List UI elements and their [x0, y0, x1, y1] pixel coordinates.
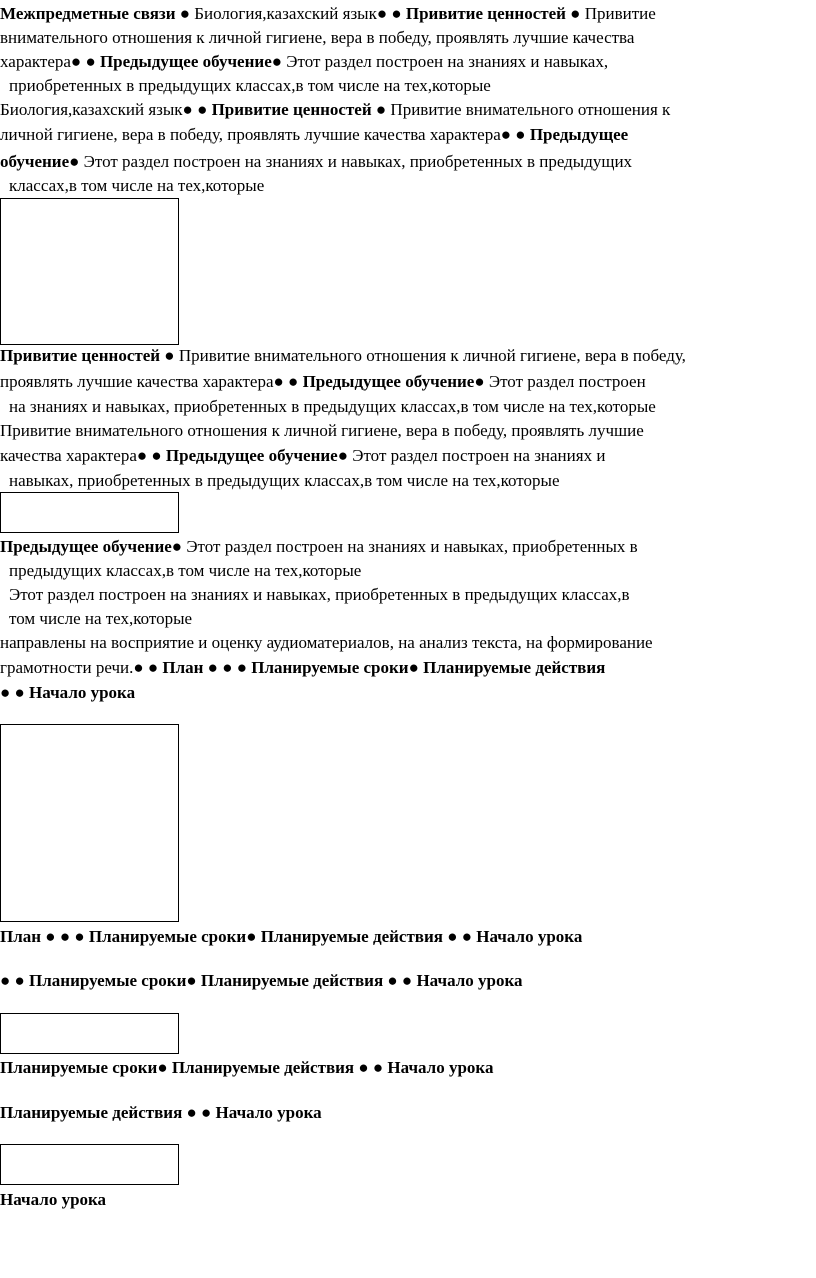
text-line: навыках, приобретенных в предыдущих классах,в том числе на тех,которые [9, 471, 560, 490]
text-line: Биология,казахский язык● ● Привитие ценностей ● Привитие внимательного отношения к [0, 100, 671, 119]
text-line: ● ● Планируемые сроки● Планируемые действия ● ● Начало урока [0, 971, 523, 990]
image-placeholder [0, 198, 179, 345]
text-line: обучение● Этот раздел построен на знаниях и навыках, приобретенных в предыдущих [0, 152, 633, 171]
text-line: проявлять лучшие качества характера● ● Предыдущее обучение● Этот раздел построен [0, 372, 646, 391]
text-line: Планируемые действия ● ● Начало урока [0, 1103, 322, 1122]
text-line: личной гигиене, вера в победу, проявлять лучшие качества характера● ● Предыдущее [0, 125, 629, 144]
text-line: характера● ● Предыдущее обучение● Этот раздел построен на знаниях и навыках, [0, 52, 609, 71]
text-line: План ● ● ● Планируемые сроки● Планируемые действия ● ● Начало урока [0, 927, 583, 946]
text-line: на знаниях и навыках, приобретенных в предыдущих классах,в том числе на тех,которые [9, 397, 656, 416]
text-line: предыдущих классах,в том числе на тех,которые [9, 561, 362, 580]
text-line: Привитие внимательного отношения к личной гигиене, вера в победу, проявлять лучшие [0, 421, 644, 440]
text-line: Этот раздел построен на знаниях и навыках, приобретенных в предыдущих классах,в [9, 585, 630, 604]
text-line: внимательного отношения к личной гигиене, вера в победу, проявлять лучшие качества [0, 28, 635, 47]
text-line: Предыдущее обучение● Этот раздел построен на знаниях и навыках, приобретенных в [0, 537, 638, 556]
image-placeholder [0, 492, 179, 533]
text-line: Привитие ценностей ● Привитие внимательного отношения к личной гигиене, вера в победу, [0, 346, 686, 365]
text-line: ● ● Начало урока [0, 683, 136, 702]
text-line: том числе на тех,которые [9, 609, 193, 628]
text-line: Планируемые сроки● Планируемые действия ● ● Начало урока [0, 1058, 494, 1077]
text-line: направлены на восприятие и оценку аудиоматериалов, на анализ текста, на формирование [0, 633, 653, 652]
image-placeholder [0, 724, 179, 922]
text-line: грамотности речи.● ● План ● ● ● Планируемые сроки● Планируемые действия [0, 658, 606, 677]
text-line: Начало урока [0, 1190, 107, 1209]
text-line: качества характера● ● Предыдущее обучение● Этот раздел построен на знаниях и [0, 446, 606, 465]
text-line: Межпредметные связи ● Биология,казахский язык● ● Привитие ценностей ● Привитие [0, 4, 656, 23]
image-placeholder [0, 1144, 179, 1185]
text-line: классах,в том числе на тех,которые [9, 176, 265, 195]
text-line: приобретенных в предыдущих классах,в том числе на тех,которые [9, 76, 491, 95]
image-placeholder [0, 1013, 179, 1054]
